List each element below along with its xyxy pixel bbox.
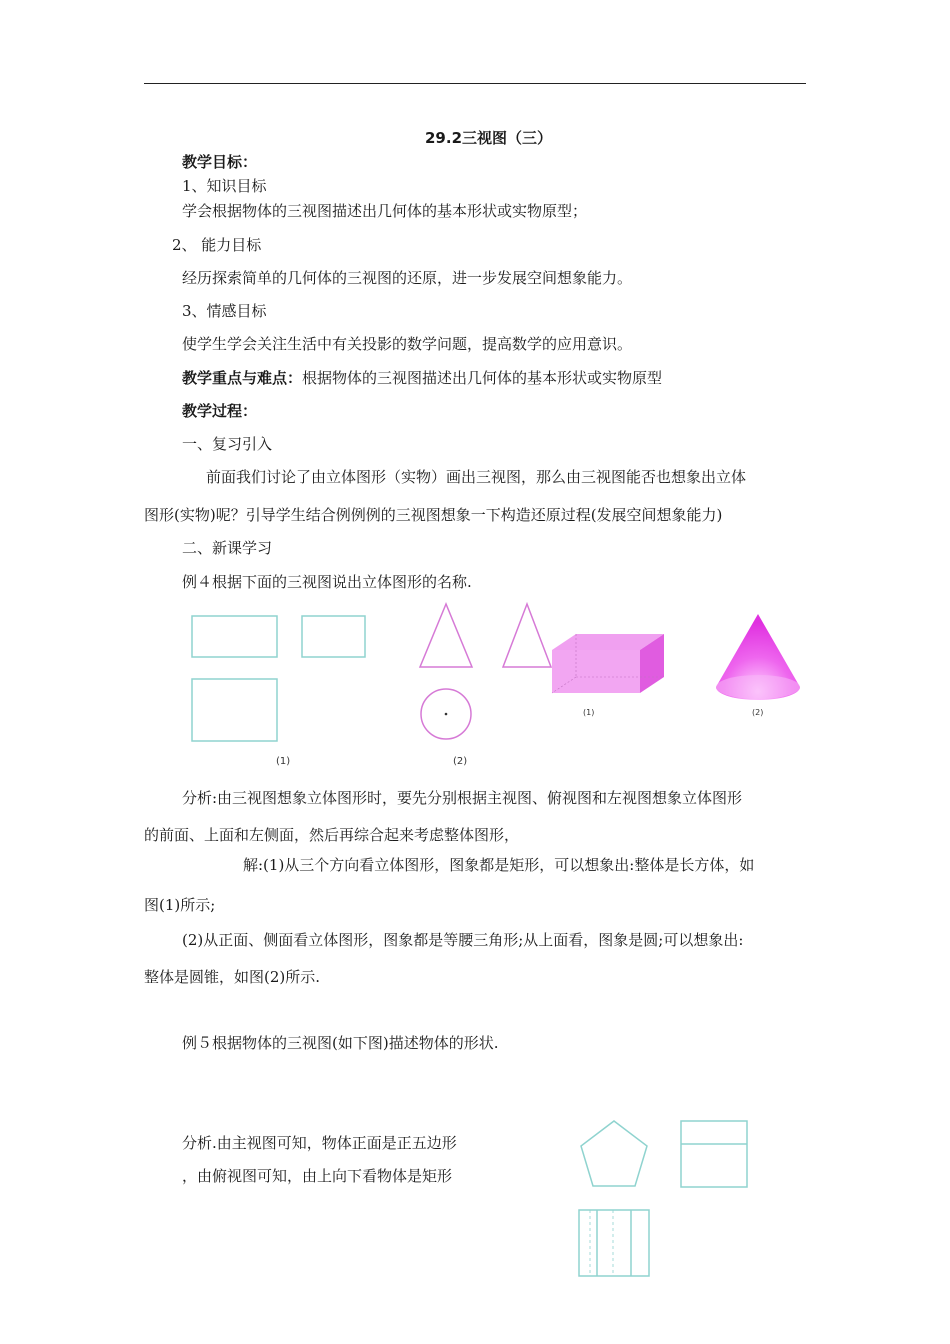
goals-heading: 教学目标： [182, 153, 258, 171]
solution-line1: 解:(1)从三个方向看立体图形，图象都是矩形，可以想象出:整体是长方体，如 [243, 856, 755, 874]
keypoint-label: 教学重点与难点： [182, 369, 303, 387]
goal2-label: 2、 能力目标 [172, 236, 262, 254]
analysis-line1: 分析:由三视图想象立体图形时，要先分别根据主视图、俯视图和左视图想象立体图形 [182, 789, 743, 807]
cone-apex-dot [445, 713, 448, 716]
solution2-line2: 整体是圆锥，如图(2)所示. [144, 968, 321, 986]
side-view-square [681, 1121, 747, 1187]
cuboid-drawing [552, 634, 664, 693]
top-view-rect [192, 679, 277, 741]
three-views-rectangles [192, 616, 365, 741]
solution-line2: 图(1)所示; [144, 896, 216, 914]
para1-line2: 图形(实物)呢？引导学生结合例例例的三视图想象一下构造还原过程(发展空间想象能力) [144, 506, 723, 524]
page-title: 29.2三视图（三） [425, 129, 553, 147]
goal3-label: 3、情感目标 [182, 302, 267, 320]
cone-drawing [716, 614, 800, 700]
cuboid-caption: (1) [583, 708, 595, 717]
para1-line1: 前面我们讨论了由立体图形（实物）画出三视图，那么由三视图能否也想象出立体 [206, 468, 747, 486]
figure-caption-2: (2) [453, 756, 468, 767]
example-4-text: 例４根据下面的三视图说出立体图形的名称. [182, 573, 472, 591]
cone-front-triangle [420, 604, 472, 667]
cone-side-triangle [503, 604, 551, 667]
pentagon-front-view [581, 1121, 647, 1186]
top-view-rect [579, 1210, 649, 1276]
keypoint-text: 根据物体的三视图描述出几何体的基本形状或实物原型 [302, 369, 663, 387]
section-2-heading: 二、新课学习 [182, 539, 273, 557]
goal3-text: 使学生学会关注生活中有关投影的数学问题，提高数学的应用意识。 [182, 335, 633, 353]
goal1-text: 学会根据物体的三视图描述出几何体的基本形状或实物原型； [182, 202, 588, 220]
process-heading: 教学过程： [182, 402, 258, 420]
solution2-line1: (2)从正面、侧面看立体图形，图象都是等腰三角形;从上面看，图象是圆;可以想象出: [182, 931, 744, 949]
cone-caption: (2) [752, 708, 764, 717]
example-5-figure [579, 1121, 747, 1276]
analysis5-line2: ，由俯视图可知，由上向下看物体是矩形 [182, 1167, 453, 1185]
analysis5-line1: 分析.由主视图可知，物体正面是正五边形 [182, 1134, 457, 1152]
section-1-heading: 一、复习引入 [182, 435, 273, 453]
analysis-line2: 的前面、上面和左侧面，然后再综合起来考虑整体图形， [144, 826, 520, 844]
three-views-cone [420, 604, 551, 739]
example-5-text: 例５根据物体的三视图(如下图)描述物体的形状. [182, 1034, 499, 1052]
figure-caption-1: (1) [276, 756, 291, 767]
goal1-label: 1、知识目标 [182, 177, 267, 195]
goal2-text: 经历探索简单的几何体的三视图的还原，进一步发展空间想象能力。 [182, 269, 633, 287]
front-view-rect [192, 616, 277, 657]
side-view-rect [302, 616, 365, 657]
